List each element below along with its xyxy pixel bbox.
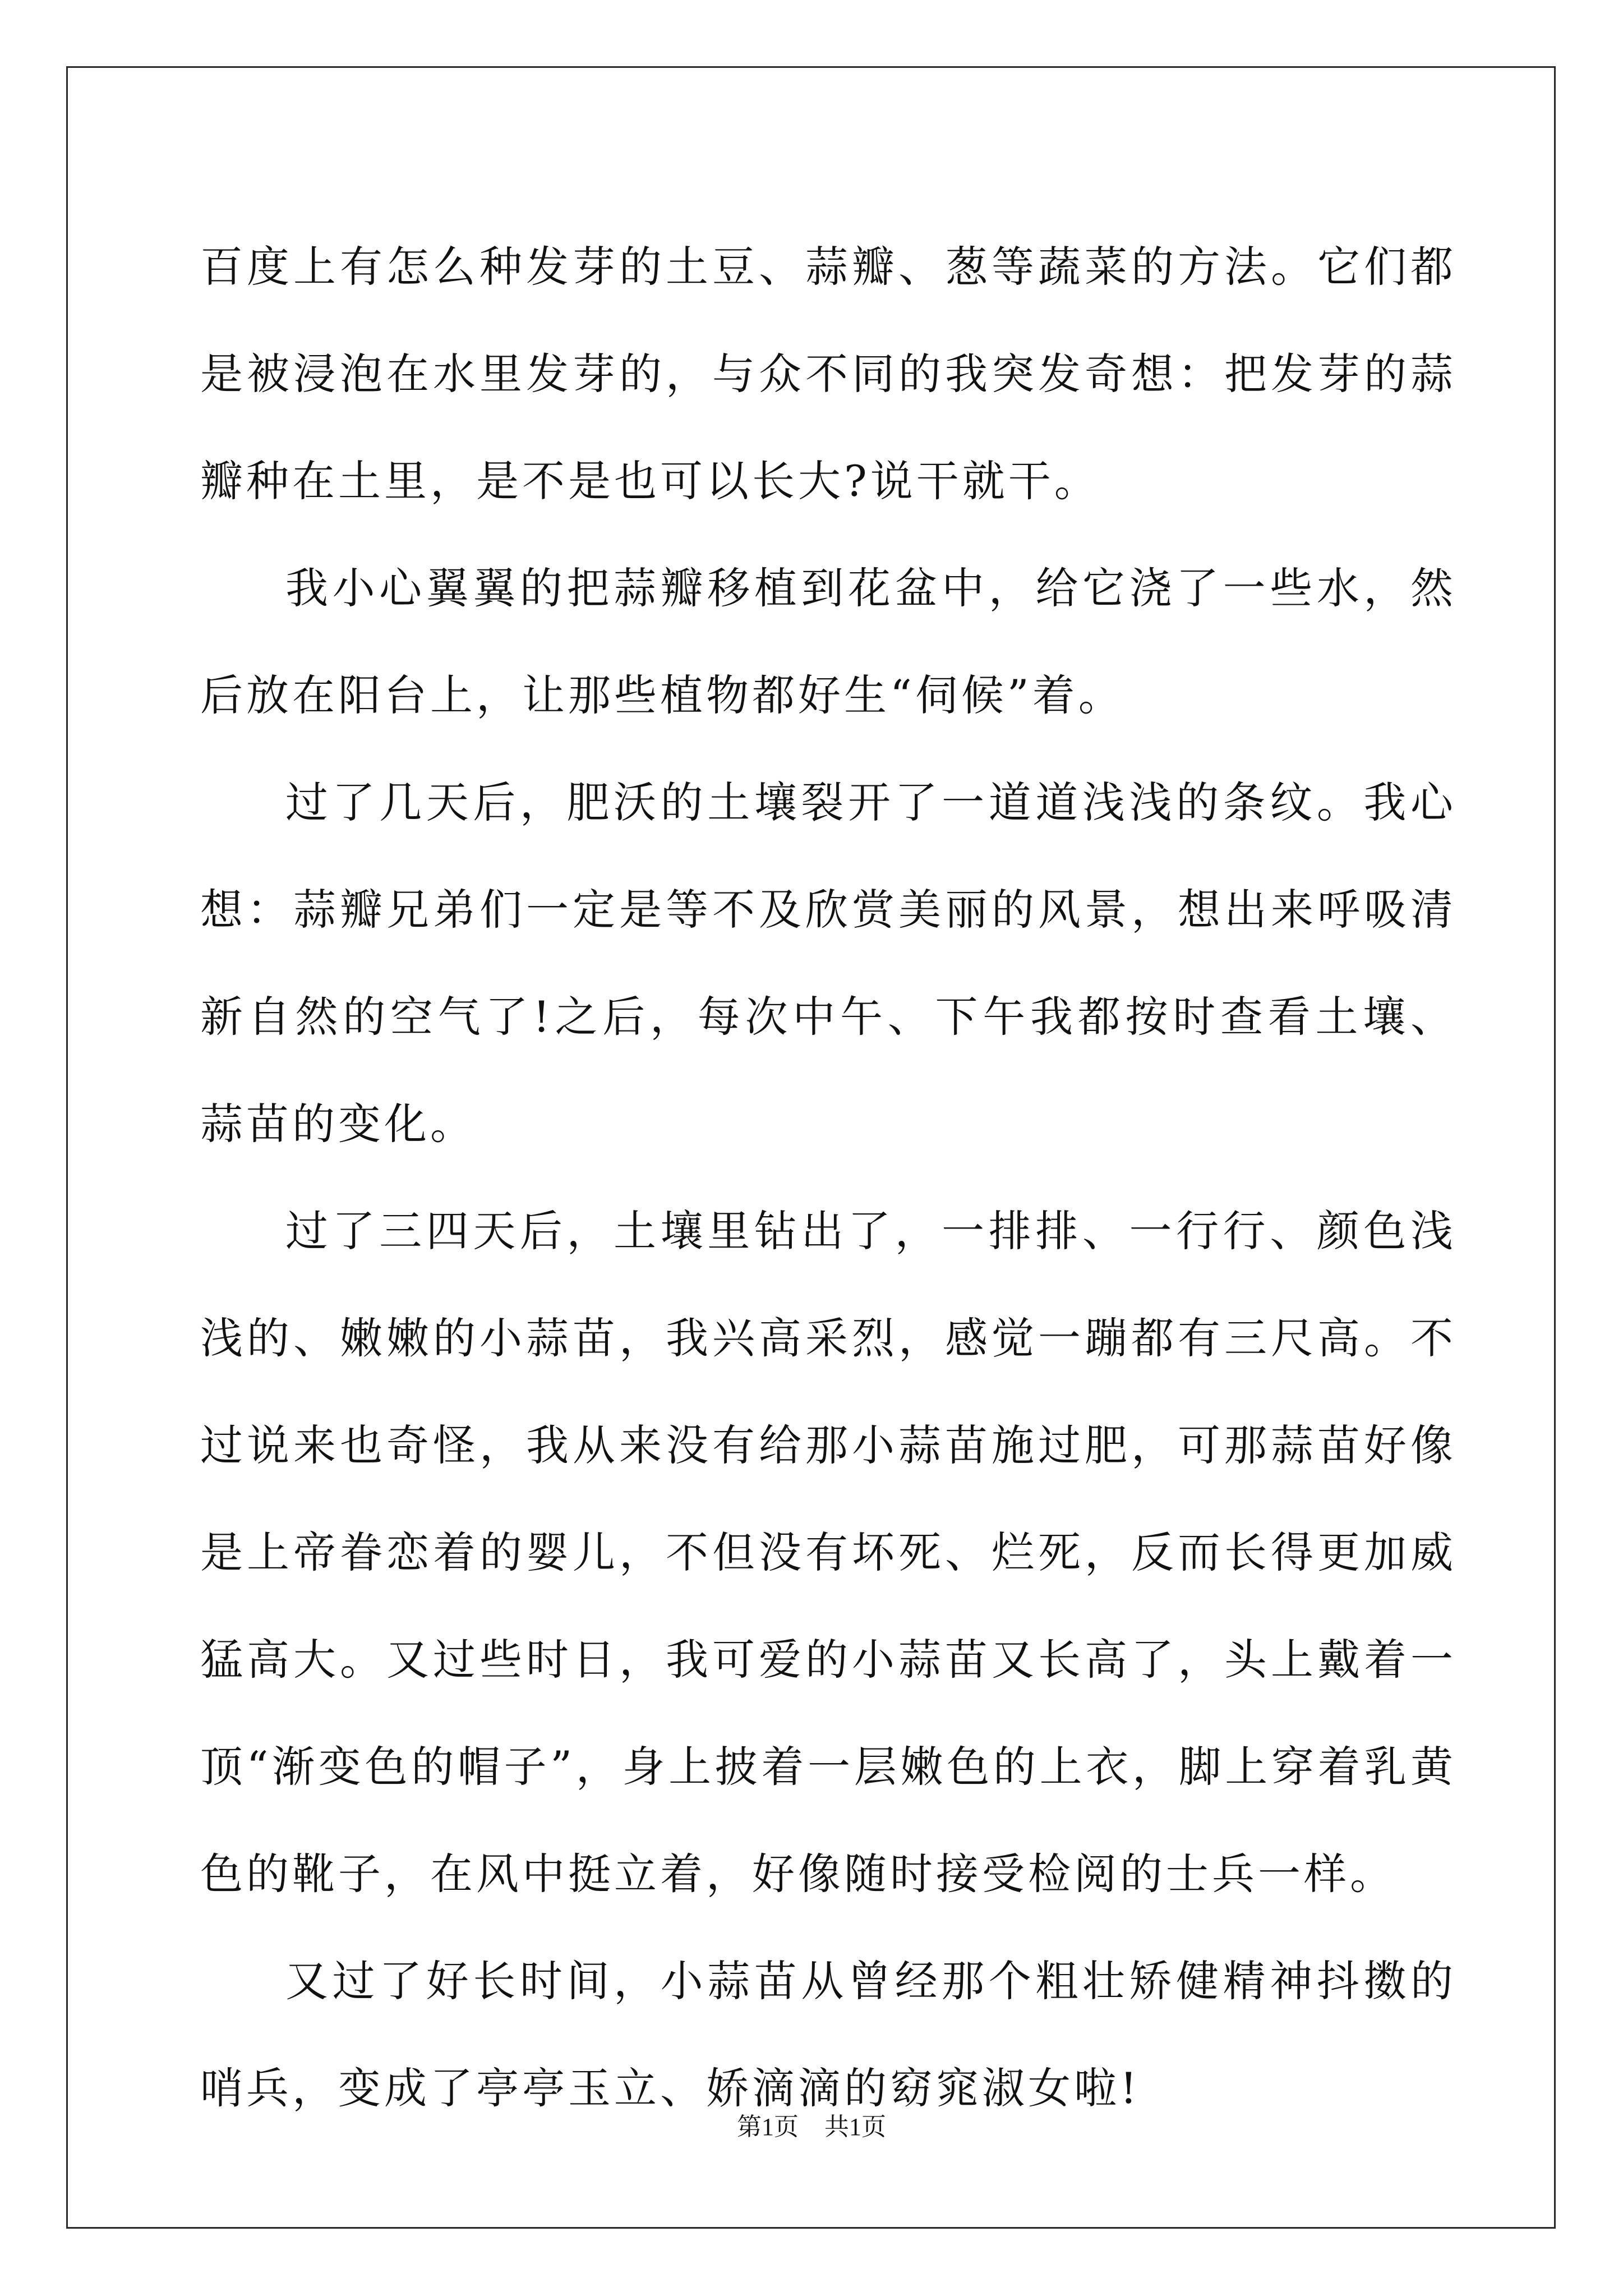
page-number-current: 第1页 <box>737 2113 799 2141</box>
page-footer <box>0 2106 1623 2142</box>
document-body <box>200 213 1456 2142</box>
paragraph-2: 我小心翼翼的把蒜瓣移植到花盆中，给它浇了一些水，然后放在阳台上，让那些植物都好生“伺候”着。 <box>200 563 1456 720</box>
paragraph-3: 过了几天后，肥沃的土壤裂开了一道道浅浅的条纹。我心想：蒜瓣兄弟们一定是等不及欣赏美丽的风景，想出来呼吸清新自然的空气了!之后，每次中午、下午我都按时查看土壤、蒜苗的变化。 <box>200 777 1456 1149</box>
page-number-total: 共1页 <box>824 2113 886 2141</box>
paragraph-1: 百度上有怎么种发芽的土豆、蒜瓣、葱等蔬菜的方法。它们都是被浸泡在水里发芽的，与众不同的我突发奇想：把发芽的蒜瓣种在土里，是不是也可以长大?说干就干。 <box>200 242 1456 506</box>
paragraph-4: 过了三四天后，土壤里钻出了，一排排、一行行、颜色浅浅的、嫩嫩的小蒜苗，我兴高采烈，感觉一蹦都有三尺高。不过说来也奇怪，我从来没有给那小蒜苗施过肥，可那蒜苗好像是上帝眷恋着的婴儿，不但没有坏死、烂死，反而长得更加威猛高大。又过些时日，我可爱的小蒜苗又长高了，头上戴着一顶“渐变色的帽子”，身上披着一层嫩色的上衣，脚上穿着乳黄色的靴子，在风中挺立着，好像随时接受检阅的士兵一样。 <box>200 1206 1456 1899</box>
paragraph-5: 又过了好长时间，小蒜苗从曾经那个粗壮矫健精神抖擞的哨兵，变成了亭亭玉立、娇滴滴的窈窕淑女啦! <box>200 1956 1456 2113</box>
